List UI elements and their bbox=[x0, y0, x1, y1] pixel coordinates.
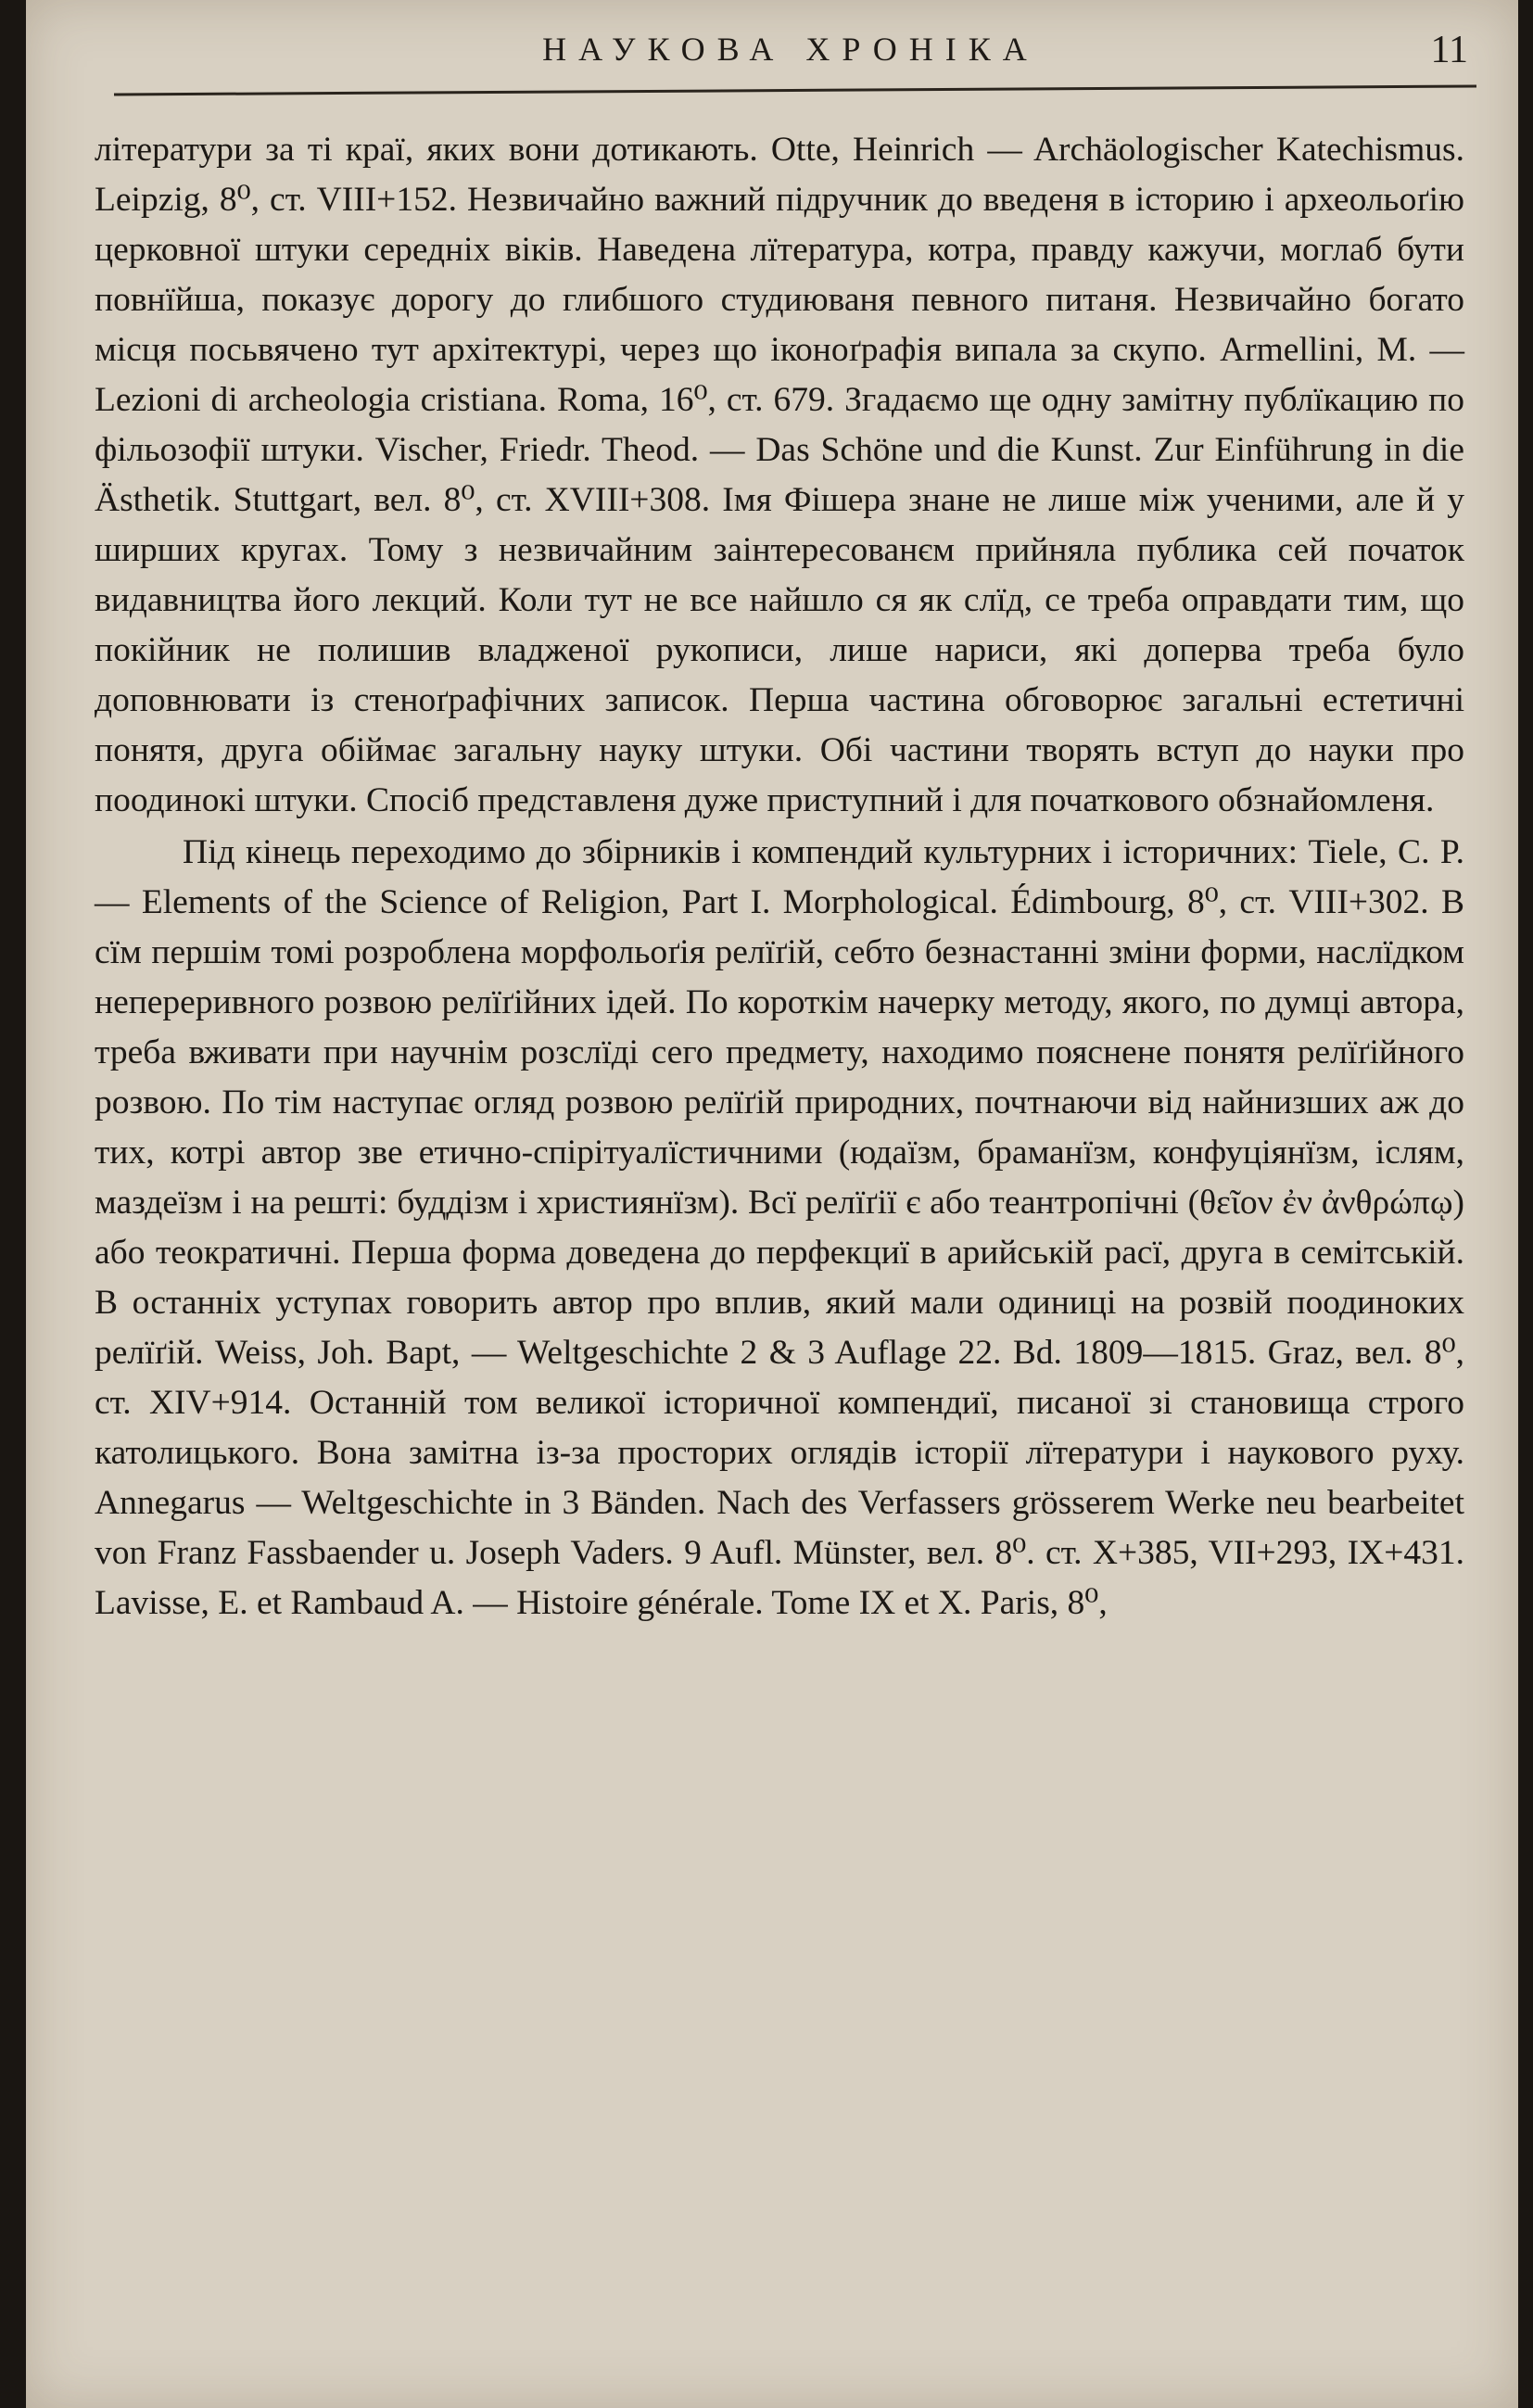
book-page bbox=[26, 0, 1518, 2408]
running-title: НАУКОВА ХРОНІКА bbox=[542, 31, 1039, 68]
page-header bbox=[100, 17, 1481, 91]
page-number: 11 bbox=[1430, 29, 1468, 71]
body-text bbox=[95, 125, 1464, 1629]
paragraph-2: Під кінець переходимо до збірників і компендий культурних і історичних: Tiele, C. P. — Elements of the Science of Religion, Part I. Morphological. Édimbourg, 8⁰, ст. VIII+302. В сїм першім томі розроблена морфольоґія релїґій, себто безнастанні зміни форми, наслїдком непереривного розвою релїґійних ідей. По короткім начерку методу, якого, по думці автора, треба вживати при научнім розслїді сего предмету, находимо пояснене понятя релїґійного розвою. По тім наступає огляд розвою релїґій природних, почтнаючи від найнизших аж до тих, котрі автор зве етично-спірітуалїстичними (юдаїзм, браманїзм, конфуціянїзм, іслям, маздеїзм і на решті: буддізм і християнїзм). Всї релїґії є або теантропічні (θεῖον ἐν ἀνθρώπῳ) або теократичні. Перша форма доведена до перфекциї в арийській расї, друга в семітській. В останніх уступах говорить автор про вплив, який мали одиниці на розвій поодиноких релїґій. Weiss, Joh. Bapt, — Weltgeschichte 2 & 3 Auflage 22. Bd. 1809—1815. Graz, вел. 8⁰, ст. XIV+914. Останній том великої історичної компендиї, писаної зі становища строго католицького. Вона замітна із-за просторих оглядів історії лїтератури і наукового руху. Annegarus — Weltgeschichte in 3 Bänden. Nach des Verfassers grösserem Werke neu bearbeitet von Franz Fassbaender u. Joseph Vaders. 9 Aufl. Münster, вел. 8⁰. ст. X+385, VII+293, IX+431. Lavisse, E. et Rambaud A. — Histoire générale. Tome IX et X. Paris, 8⁰, bbox=[95, 833, 1464, 1622]
paragraph-1: літератури за ті краї, яких вони дотикають. Otte, Heinrich — Archäologischer Katechismus. Leipzig, 8⁰, ст. VIII+152. Незвичайно важний підручник до введеня в історию і археольоґію церковної штуки середніх віків. Наведена лїтература, котра, правду кажучи, моглаб бути повнїйша, показує дорогу до глибшого студиюваня певного питаня. Незвичайно богато місця посьвячено тут архітектурі, через що іконоґрафія випала за скупо. Armellini, M. — Lezioni di archeologia cristiana. Roma, 16⁰, ст. 679. Згадаємо ще одну замітну публїкацию по фільозофії штуки. Vischer, Friedr. Theod. — Das Schöne und die Kunst. Zur Einführung in die Ästhetik. Stuttgart, вел. 8⁰, ст. XVIII+308. Імя Фішера знане не лише між ученими, але й у ширших кругах. Тому з незвичайним заінтересованєм прийняла публика сей початок видавництва його лекций. Коли тут не все найшло ся як слїд, се треба оправдати тим, що покійник не полишив владженої рукописи, лише нариси, які доперва треба було доповнювати із стеноґрафічних записок. Перша частина обговорює загальні естетичні понятя, друга обіймає загальну науку штуки. Обі частини творять вступ до науки про поодинокі штуки. Спосіб представленя дуже приступний і для початкового обзнайомленя. bbox=[95, 131, 1464, 819]
